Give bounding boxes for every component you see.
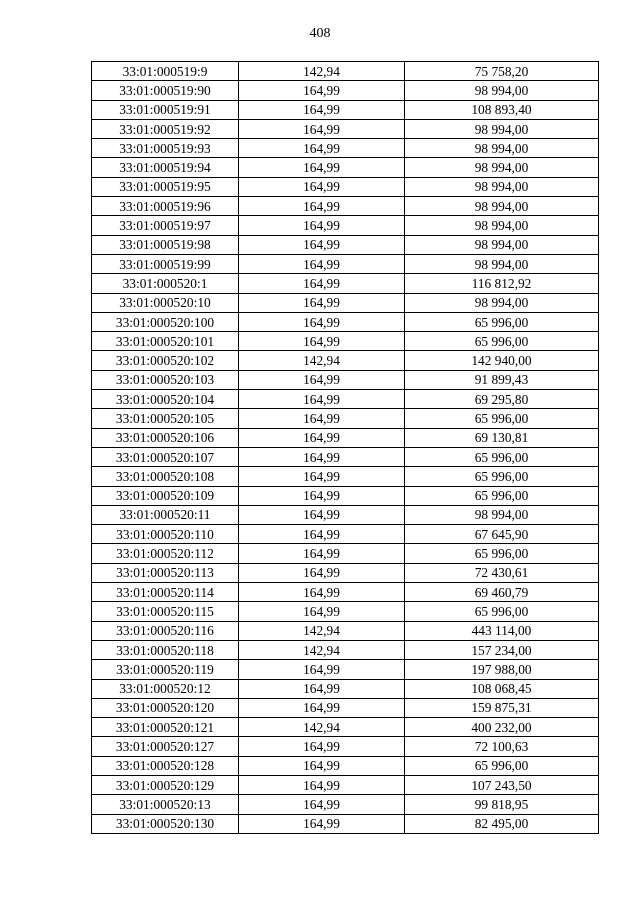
amount-cell: 108 068,45 — [405, 679, 599, 698]
cadastral-number-cell: 33:01:000519:92 — [92, 119, 239, 138]
amount-cell: 67 645,90 — [405, 525, 599, 544]
amount-cell: 99 818,95 — [405, 795, 599, 814]
cadastral-number-cell: 33:01:000520:1 — [92, 274, 239, 293]
table-row — [92, 544, 599, 563]
cadastral-number-cell: 33:01:000519:9 — [92, 62, 239, 81]
table-row — [92, 756, 599, 775]
cadastral-number-cell: 33:01:000520:108 — [92, 467, 239, 486]
cadastral-number-cell: 33:01:000520:129 — [92, 775, 239, 794]
table-row — [92, 370, 599, 389]
amount-cell: 82 495,00 — [405, 814, 599, 833]
cadastral-number-cell: 33:01:000520:115 — [92, 602, 239, 621]
table-row — [92, 775, 599, 794]
table-row — [92, 139, 599, 158]
rate-cell: 164,99 — [239, 119, 405, 138]
rate-cell: 164,99 — [239, 158, 405, 177]
cadastral-number-cell: 33:01:000520:103 — [92, 370, 239, 389]
data-table — [91, 61, 599, 834]
cadastral-number-cell: 33:01:000520:110 — [92, 525, 239, 544]
table-row — [92, 409, 599, 428]
cadastral-number-cell: 33:01:000520:102 — [92, 351, 239, 370]
rate-cell: 164,99 — [239, 775, 405, 794]
table-row — [92, 737, 599, 756]
amount-cell: 443 114,00 — [405, 621, 599, 640]
cadastral-number-cell: 33:01:000519:99 — [92, 254, 239, 273]
amount-cell: 69 460,79 — [405, 583, 599, 602]
cadastral-number-cell: 33:01:000519:93 — [92, 139, 239, 158]
cadastral-number-cell: 33:01:000520:109 — [92, 486, 239, 505]
amount-cell: 108 893,40 — [405, 100, 599, 119]
table-row — [92, 351, 599, 370]
table-row — [92, 640, 599, 659]
rate-cell: 164,99 — [239, 235, 405, 254]
amount-cell: 142 940,00 — [405, 351, 599, 370]
table-row — [92, 254, 599, 273]
table-row — [92, 312, 599, 331]
amount-cell: 98 994,00 — [405, 216, 599, 235]
rate-cell: 164,99 — [239, 698, 405, 717]
table-row — [92, 467, 599, 486]
table-row — [92, 390, 599, 409]
amount-cell: 65 996,00 — [405, 467, 599, 486]
cadastral-number-cell: 33:01:000520:130 — [92, 814, 239, 833]
amount-cell: 69 130,81 — [405, 428, 599, 447]
amount-cell: 98 994,00 — [405, 505, 599, 524]
cadastral-number-cell: 33:01:000519:90 — [92, 81, 239, 100]
cadastral-number-cell: 33:01:000520:118 — [92, 640, 239, 659]
rate-cell: 164,99 — [239, 254, 405, 273]
cadastral-number-cell: 33:01:000520:121 — [92, 718, 239, 737]
rate-cell: 164,99 — [239, 602, 405, 621]
rate-cell: 164,99 — [239, 505, 405, 524]
rate-cell: 164,99 — [239, 525, 405, 544]
cadastral-number-cell: 33:01:000520:116 — [92, 621, 239, 640]
cadastral-number-cell: 33:01:000520:100 — [92, 312, 239, 331]
cadastral-number-cell: 33:01:000520:113 — [92, 563, 239, 582]
table-row — [92, 602, 599, 621]
table-row — [92, 583, 599, 602]
cadastral-number-cell: 33:01:000519:91 — [92, 100, 239, 119]
amount-cell: 157 234,00 — [405, 640, 599, 659]
table-row — [92, 62, 599, 81]
table-row — [92, 679, 599, 698]
table-row — [92, 216, 599, 235]
amount-cell: 159 875,31 — [405, 698, 599, 717]
rate-cell: 142,94 — [239, 718, 405, 737]
table-row — [92, 197, 599, 216]
cadastral-number-cell: 33:01:000520:107 — [92, 447, 239, 466]
rate-cell: 164,99 — [239, 100, 405, 119]
amount-cell: 69 295,80 — [405, 390, 599, 409]
rate-cell: 164,99 — [239, 370, 405, 389]
table-row — [92, 660, 599, 679]
amount-cell: 65 996,00 — [405, 332, 599, 351]
table-row — [92, 100, 599, 119]
cadastral-number-cell: 33:01:000519:96 — [92, 197, 239, 216]
rate-cell: 164,99 — [239, 795, 405, 814]
rate-cell: 164,99 — [239, 390, 405, 409]
table-row — [92, 718, 599, 737]
cadastral-number-cell: 33:01:000520:128 — [92, 756, 239, 775]
rate-cell: 164,99 — [239, 563, 405, 582]
rate-cell: 164,99 — [239, 312, 405, 331]
table-row — [92, 81, 599, 100]
amount-cell: 98 994,00 — [405, 293, 599, 312]
rate-cell: 164,99 — [239, 447, 405, 466]
amount-cell: 400 232,00 — [405, 718, 599, 737]
cadastral-number-cell: 33:01:000520:12 — [92, 679, 239, 698]
amount-cell: 72 430,61 — [405, 563, 599, 582]
rate-cell: 164,99 — [239, 679, 405, 698]
amount-cell: 98 994,00 — [405, 254, 599, 273]
cadastral-number-cell: 33:01:000520:112 — [92, 544, 239, 563]
rate-cell: 164,99 — [239, 216, 405, 235]
table-row — [92, 428, 599, 447]
cadastral-number-cell: 33:01:000520:10 — [92, 293, 239, 312]
cadastral-number-cell: 33:01:000519:94 — [92, 158, 239, 177]
amount-cell: 65 996,00 — [405, 486, 599, 505]
rate-cell: 164,99 — [239, 197, 405, 216]
amount-cell: 98 994,00 — [405, 177, 599, 196]
rate-cell: 164,99 — [239, 81, 405, 100]
rate-cell: 164,99 — [239, 139, 405, 158]
amount-cell: 98 994,00 — [405, 81, 599, 100]
table-row — [92, 698, 599, 717]
amount-cell: 65 996,00 — [405, 756, 599, 775]
page-number: 408 — [309, 26, 331, 41]
rate-cell: 142,94 — [239, 351, 405, 370]
amount-cell: 107 243,50 — [405, 775, 599, 794]
rate-cell: 164,99 — [239, 814, 405, 833]
amount-cell: 98 994,00 — [405, 235, 599, 254]
cadastral-number-cell: 33:01:000520:11 — [92, 505, 239, 524]
amount-cell: 65 996,00 — [405, 312, 599, 331]
rate-cell: 164,99 — [239, 177, 405, 196]
rate-cell: 164,99 — [239, 428, 405, 447]
cadastral-number-cell: 33:01:000520:120 — [92, 698, 239, 717]
rate-cell: 164,99 — [239, 293, 405, 312]
table-body — [92, 62, 599, 834]
amount-cell: 98 994,00 — [405, 119, 599, 138]
table-row — [92, 158, 599, 177]
amount-cell: 98 994,00 — [405, 197, 599, 216]
cadastral-number-cell: 33:01:000520:119 — [92, 660, 239, 679]
rate-cell: 142,94 — [239, 640, 405, 659]
amount-cell: 65 996,00 — [405, 602, 599, 621]
cadastral-number-cell: 33:01:000520:105 — [92, 409, 239, 428]
rate-cell: 164,99 — [239, 660, 405, 679]
rate-cell: 164,99 — [239, 274, 405, 293]
amount-cell: 65 996,00 — [405, 409, 599, 428]
rate-cell: 164,99 — [239, 467, 405, 486]
amount-cell: 197 988,00 — [405, 660, 599, 679]
cadastral-number-cell: 33:01:000520:106 — [92, 428, 239, 447]
amount-cell: 98 994,00 — [405, 158, 599, 177]
rate-cell: 164,99 — [239, 486, 405, 505]
table-row — [92, 486, 599, 505]
table-row — [92, 274, 599, 293]
rate-cell: 164,99 — [239, 409, 405, 428]
amount-cell: 116 812,92 — [405, 274, 599, 293]
cadastral-number-cell: 33:01:000520:101 — [92, 332, 239, 351]
cadastral-number-cell: 33:01:000520:127 — [92, 737, 239, 756]
table-row — [92, 563, 599, 582]
rate-cell: 164,99 — [239, 737, 405, 756]
cadastral-number-cell: 33:01:000519:98 — [92, 235, 239, 254]
table-row — [92, 235, 599, 254]
table-row — [92, 177, 599, 196]
rate-cell: 164,99 — [239, 756, 405, 775]
cadastral-number-cell: 33:01:000520:104 — [92, 390, 239, 409]
amount-cell: 72 100,63 — [405, 737, 599, 756]
table-row — [92, 332, 599, 351]
table-row — [92, 814, 599, 833]
amount-cell: 91 899,43 — [405, 370, 599, 389]
cadastral-number-cell: 33:01:000520:13 — [92, 795, 239, 814]
rate-cell: 164,99 — [239, 332, 405, 351]
table-row — [92, 119, 599, 138]
cadastral-number-cell: 33:01:000519:97 — [92, 216, 239, 235]
amount-cell: 75 758,20 — [405, 62, 599, 81]
rate-cell: 164,99 — [239, 583, 405, 602]
table-row — [92, 447, 599, 466]
table-row — [92, 621, 599, 640]
amount-cell: 98 994,00 — [405, 139, 599, 158]
table-row — [92, 293, 599, 312]
amount-cell: 65 996,00 — [405, 447, 599, 466]
cadastral-number-cell: 33:01:000520:114 — [92, 583, 239, 602]
amount-cell: 65 996,00 — [405, 544, 599, 563]
cadastral-number-cell: 33:01:000519:95 — [92, 177, 239, 196]
rate-cell: 164,99 — [239, 544, 405, 563]
table-row — [92, 505, 599, 524]
table-row — [92, 795, 599, 814]
rate-cell: 142,94 — [239, 621, 405, 640]
table-row — [92, 525, 599, 544]
rate-cell: 142,94 — [239, 62, 405, 81]
